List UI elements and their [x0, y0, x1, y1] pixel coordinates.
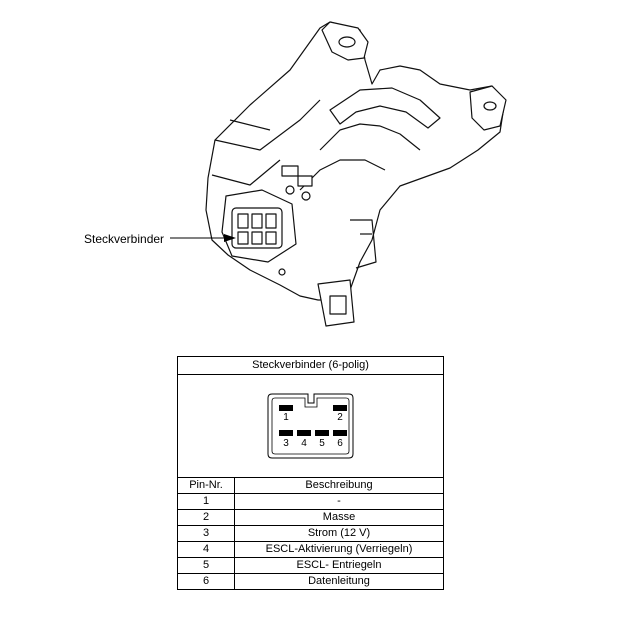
pin-number: 6 [178, 574, 235, 590]
table-row [178, 526, 444, 542]
header-pin: Pin-Nr. [178, 478, 235, 494]
callout-label: Steckverbinder [84, 232, 165, 246]
table-title: Steckverbinder (6-polig) [178, 357, 444, 375]
pin-table [177, 356, 444, 590]
pin-4-label: 4 [301, 438, 307, 449]
pin-6-block [333, 430, 347, 436]
connector-outline [178, 375, 443, 477]
table-row [178, 494, 444, 510]
pin-description: Datenleitung [235, 574, 444, 590]
table-row [178, 542, 444, 558]
pin-description: ESCL- Entriegeln [235, 558, 444, 574]
table-row [178, 510, 444, 526]
table-row [178, 558, 444, 574]
pin-description: - [235, 494, 444, 510]
pin-description: Masse [235, 510, 444, 526]
pin-description: ESCL-Aktivierung (Verriegeln) [235, 542, 444, 558]
pin-1-block [279, 405, 293, 411]
pin-4-block [297, 430, 311, 436]
pin-number: 1 [178, 494, 235, 510]
pin-number: 5 [178, 558, 235, 574]
table-header-row [178, 478, 444, 494]
pin-1-label: 1 [283, 412, 289, 423]
pin-6-label: 6 [337, 438, 343, 449]
pin-number: 2 [178, 510, 235, 526]
header-description: Beschreibung [235, 478, 444, 494]
pin-3-block [279, 430, 293, 436]
pin-2-label: 2 [337, 412, 343, 423]
pin-2-block [333, 405, 347, 411]
pin-number: 3 [178, 526, 235, 542]
connector-diagram [178, 375, 443, 477]
right-mount-hole [484, 102, 496, 110]
pin-description: Strom (12 V) [235, 526, 444, 542]
connector-diagram-cell [178, 375, 444, 478]
pin-3-label: 3 [283, 438, 289, 449]
pin-number: 4 [178, 542, 235, 558]
pin-5-block [315, 430, 329, 436]
pin-5-label: 5 [319, 438, 325, 449]
top-mount-hole [339, 37, 355, 47]
table-row [178, 574, 444, 590]
